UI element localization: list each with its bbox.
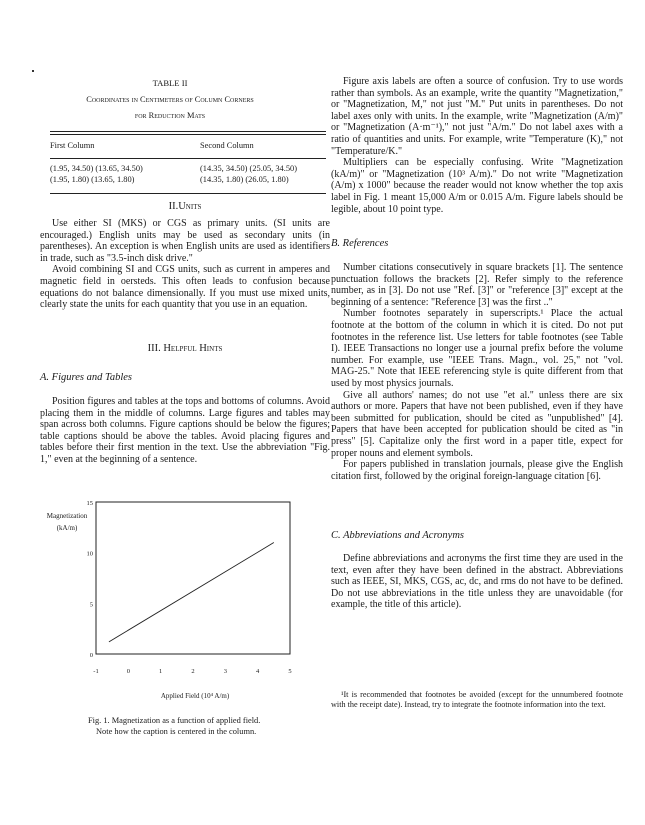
table-caption-2: for Reduction Mats [134,111,206,120]
x-axis-label: Applied Field (10⁴ A/m) [160,692,230,700]
plot-frame [96,502,290,654]
x-tick-label: 4 [256,668,260,675]
table-row [50,163,326,174]
y-tick-label: 10 [86,550,93,558]
table-top-rule-2 [50,134,326,135]
figure-caption-line2: Note how the caption is centered in the column. [96,727,257,736]
figures-body [40,396,330,466]
y-tick-label: 15 [86,500,93,507]
table-cell: (1.95, 34.50) (13.65, 34.50) [50,164,143,173]
right-column-top [331,76,623,215]
figure-caption [88,715,328,737]
y-axis-label-line2: (kA/m) [56,524,78,532]
table-bottom-rule [50,193,326,194]
x-tick-label: 5 [288,668,292,675]
abbreviations-body [331,553,623,611]
x-tick-label: 3 [223,668,227,675]
paragraph: Give all authors' names; do not use "et al." unless there are six authors or more. Papers that have not been published, even if they have been submitted for publication, should be cited as "unpublished" [4]. Papers that have been accepted for publication should be cited as "in press" [5]. Capitalize only the first word in a paper title, expect for proper nouns and element symbols. [331,389,623,459]
footnote: ¹It is recommended that footnotes be avoided (except for the unnumbered footnote with the receipt date). Instead, try to integrate the footnote information into the text. [331,690,623,709]
references-body [331,262,623,482]
table-title: TABLE II [152,78,188,88]
table-row [50,174,326,185]
series-line [109,543,274,642]
table-header-row [50,140,326,151]
y-tick-label: 5 [89,601,93,609]
paragraph: Position figures and tables at the tops and bottoms of columns. Avoid placing them in the middle of columns. Large figures and tables may span across both columns. Figure captions should be below the figures; table captions should be above the tables. Avoid placing figures and tables before their first mention in the text. Use the abbreviation "Fig. 1," even at the beginning of a sentence. [40,396,330,465]
table-header-cell: Second Column [200,141,254,150]
table-cell: (14.35, 1.80) (26.05, 1.80) [200,175,289,184]
table-cell: (1.95, 1.80) (13.65, 1.80) [50,175,135,184]
y-tick-label: 0 [89,652,93,659]
paragraph: Define abbreviations and acronyms the first time they are used in the text, even after they have been defined in the abstract. Abbreviations such as IEEE, SI, MKS, CGS, ac, dc, and rms do not have to be defined. Do not use abbreviations in the title unless they are unavoidable (for example, the title of this article). [331,553,623,611]
magnetization-chart [80,492,310,692]
table-body [50,163,326,185]
section-heading-hints: III. Helpful Hints [147,343,223,354]
section-heading-units: II.Units [168,201,202,212]
table-caption: Coordinates in Centimeters of Column Corners [86,95,254,104]
y-axis-label-line1: Magnetization [46,512,88,520]
x-tick-label: 2 [191,668,195,675]
paragraph: Number citations consecutively in square brackets [1]. The sentence punctuation follows the brackets [2]. Refer simply to the reference number, as in [3]. Do not use "Ref. [3]" or "reference [3]" except at the beginning of a sentence: "Reference [3] was the first .." [331,262,623,308]
paragraph: Avoid combining SI and CGS units, such as current in amperes and magnetic field in oersteds. This often leads to confusion because equations do not balance dimensionally. If you must use mixed units, clearly state the units for each quantity that you use in an equation. [40,264,330,311]
subheading-abbreviations: C. Abbreviations and Acronyms [331,530,464,541]
x-tick-label: 0 [126,668,130,675]
table-top-rule [50,131,326,132]
paragraph: Figure axis labels are often a source of confusion. Try to use words rather than symbols. As an example, write the quantity "Magnetization," or "Magnetization, M," not just "M." Put units in parentheses. Do not label axes only with units. In the example, write "Magnetization (A/m)" or "Magnetization (A·m⁻¹)," not just "A/m." Do not label axes with a ratio of quantities and units. For example, write "Temperature (K)," not "Temperature/K." [331,76,623,157]
table-cell: (14.35, 34.50) (25.05, 34.50) [200,164,297,173]
x-tick-label: -1 [93,668,99,675]
subheading-figures-tables: A. Figures and Tables [40,372,132,383]
units-body [40,218,330,311]
table [50,140,326,151]
x-tick-label: 1 [159,668,163,675]
paragraph: Use either SI (MKS) or CGS as primary units. (SI units are encouraged.) English units may be used as secondary units (in parentheses). An exception is when English units are used as identifiers in trade, such as "3.5-inch disk drive." [40,218,330,264]
paragraph: Number footnotes separately in superscripts.¹ Place the actual footnote at the bottom of the column in which it is cited. Do not put footnotes in the reference list. Use letters for table footnotes (see Table I). IEEE Transactions no longer use a journal prefix before the volume number. For example, use "IEEE Trans. Magn., vol. 25," not "vol. MAG-25." Note that IEEE referencing style is quite different from that used by most physics journals. [331,308,623,389]
table-header-rule [50,158,326,159]
paragraph: Multipliers can be especially confusing. Write "Magnetization (kA/m)" or "Magnetization (10³ A/m)." Do not write "Magnetization (A/m) x 1000" because the reader would not know whether the top axis label in Fig. 1 meant 15,000 A/m or 0.015 A/m. Figure labels should be legible, about 10 point type. [331,157,623,215]
table-header-cell: First Column [50,141,95,150]
figure-caption-line1: Fig. 1. Magnetization as a function of applied field. [88,716,261,725]
stray-mark [32,70,34,72]
paragraph: For papers published in translation journals, please give the English citation first, followed by the original foreign-language citation [6]. [331,459,623,482]
subheading-references: B. References [331,238,389,249]
